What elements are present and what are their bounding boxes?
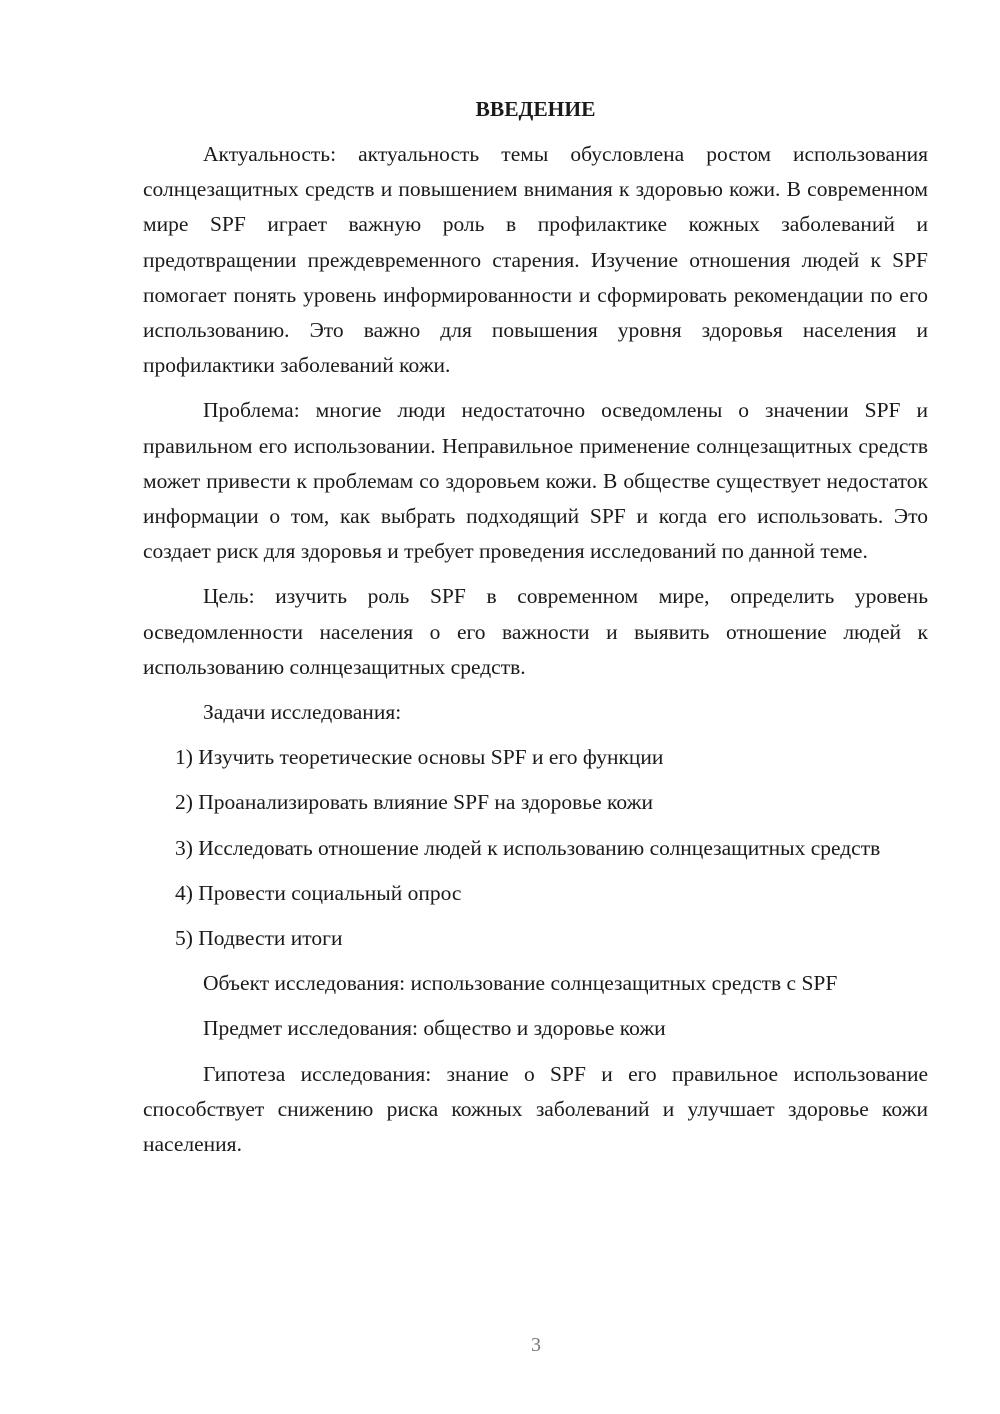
task-item: 5) Подвести итоги [175, 926, 343, 951]
task-item: 3) Исследовать отношение людей к использованию солнцезащитных средств [175, 835, 881, 860]
task-item: 4) Провести социальный опрос [175, 880, 462, 905]
relevance-paragraph: Актуальность: актуальность темы обусловлена ростом использования солнцезащитных средств и повышением внимания к здоровью кожи. В современном мире SPF играет важную роль в профилактике кожных заболеваний и предотвращении преждевременного старения. Изучение отношения людей к SPF помогает понять уровень информированности и сформировать рекомендации по его использованию. Это важно для повышения уровня здоровья населения и профилактики заболеваний кожи. [143, 142, 928, 378]
problem-paragraph: Проблема: многие люди недостаточно осведомлены о значении SPF и правильном его использовании. Неправильное применение солнцезащитных средств может привести к проблемам со здоровьем кожи. В обществе существует недостаток информации о том, как выбрать подходящий SPF и когда его использовать. Это создает риск для здоровья и требует проведения исследований по данной теме. [143, 398, 928, 564]
task-item: 2) Проанализировать влияние SPF на здоровье кожи [175, 790, 653, 815]
subject-paragraph: Предмет исследования: общество и здоровье кожи [203, 1016, 666, 1041]
goal-paragraph: Цель: изучить роль SPF в современном мире, определить уровень осведомленности населения о его важности и выявить отношение людей к использованию солнцезащитных средств. [143, 584, 928, 679]
page-number: 3 [531, 1334, 541, 1356]
hypothesis-paragraph: Гипотеза исследования: знание о SPF и его правильное использование способствует снижению риска кожных заболеваний и улучшает здоровье кожи населения. [143, 1061, 928, 1157]
document-page [143, 92, 928, 1172]
tasks-heading: Задачи исследования: [203, 700, 402, 725]
page-title: ВВЕДЕНИЕ [475, 97, 596, 121]
task-item: 1) Изучить теоретические основы SPF и его функции [175, 745, 664, 770]
object-paragraph: Объект исследования: использование солнцезащитных средств с SPF [203, 971, 838, 996]
